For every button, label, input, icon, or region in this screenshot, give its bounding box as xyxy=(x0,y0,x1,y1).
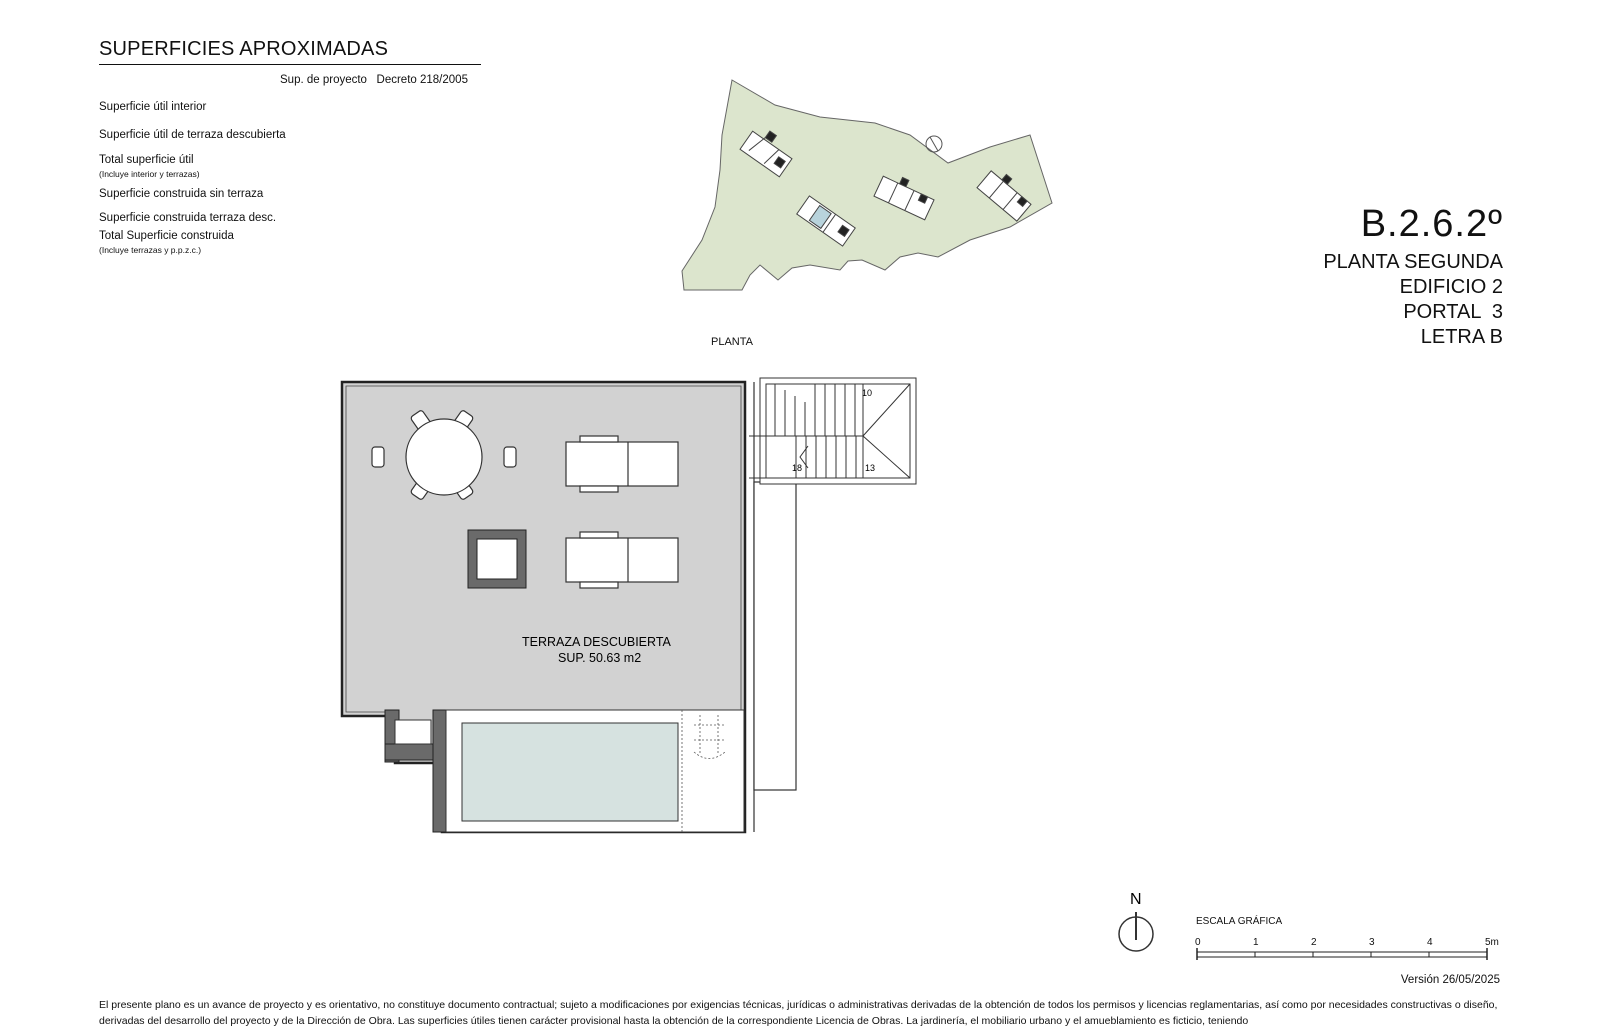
north-arrow-icon xyxy=(1116,890,1160,960)
row-useful-interior: Superficie útil interior xyxy=(99,101,207,113)
scale-tick-5: 5m xyxy=(1485,937,1499,948)
sun-lounger-icon xyxy=(566,532,678,588)
unit-building: EDIFICIO 2 xyxy=(1399,276,1503,298)
unit-portal: PORTAL 3 xyxy=(1403,301,1503,323)
stair-step-18: 18 xyxy=(792,463,803,473)
version-label: Versión 26/05/2025 xyxy=(1400,974,1500,986)
terrace-area: SUP. 50.63 m2 xyxy=(558,651,642,665)
scale-bar xyxy=(1196,948,1500,962)
terrace-name: TERRAZA DESCUBIERTA xyxy=(522,635,671,649)
surfaces-columns-header: Sup. de proyecto Decreto 218/2005 xyxy=(280,74,468,86)
row-total-built-note: (Incluye terrazas y p.p.z.c.) xyxy=(99,245,202,255)
row-built-no-terrace: Superficie construida sin terraza xyxy=(99,188,264,200)
unit-letter: LETRA B xyxy=(1420,326,1503,348)
unit-floor: PLANTA SEGUNDA xyxy=(1323,251,1503,273)
floor-plan xyxy=(330,370,940,850)
sun-lounger-icon xyxy=(566,436,678,492)
surfaces-title: SUPERFICIES APROXIMADAS xyxy=(99,38,481,65)
staircase-icon xyxy=(749,378,916,484)
north-label: N xyxy=(1130,891,1142,908)
unit-code: B.2.6.2º xyxy=(1360,203,1503,245)
scale-title: ESCALA GRÁFICA xyxy=(1196,916,1283,927)
site-key-plan xyxy=(680,75,1080,305)
row-total-useful: Total superficie útil xyxy=(99,154,194,166)
side-corridor xyxy=(754,482,796,790)
stair-step-13: 13 xyxy=(865,463,876,473)
site-north-icon xyxy=(926,136,942,152)
planter-icon xyxy=(468,530,526,588)
plan-label: PLANTA xyxy=(711,336,753,348)
row-total-useful-note: (Incluye interior y terrazas) xyxy=(99,169,200,179)
stair-step-10: 10 xyxy=(862,388,873,398)
pool-water xyxy=(462,723,678,821)
scale-tick-4: 4 xyxy=(1427,937,1433,948)
scale-tick-0: 0 xyxy=(1195,937,1201,948)
scale-tick-3: 3 xyxy=(1369,937,1375,948)
scale-tick-2: 2 xyxy=(1311,937,1317,948)
scale-tick-1: 1 xyxy=(1253,937,1259,948)
row-useful-terrace: Superficie útil de terraza descubierta xyxy=(99,129,286,141)
disclaimer-text: El presente plano es un avance de proyecto y es orientativo, no constituye documento contractual; sujeto a modificaciones por exigencias técnicas, jurídicas o administrativas derivadas de la obtención de todos los permisos y licencias reglamentarias, así como por necesidades constructivas o diseño, derivadas del desarrollo del proyecto y de la Dirección de Obra. Las superficies útiles tienen carácter provisional hasta la obtención de la correspondiente Licencia de Obras. La jardinería, el mobiliario urbano y el amueblamiento es ficticio, teniendo xyxy=(99,999,1498,1027)
row-built-terrace: Superficie construida terraza desc. xyxy=(99,212,277,224)
row-total-built: Total Superficie construida xyxy=(99,230,234,242)
